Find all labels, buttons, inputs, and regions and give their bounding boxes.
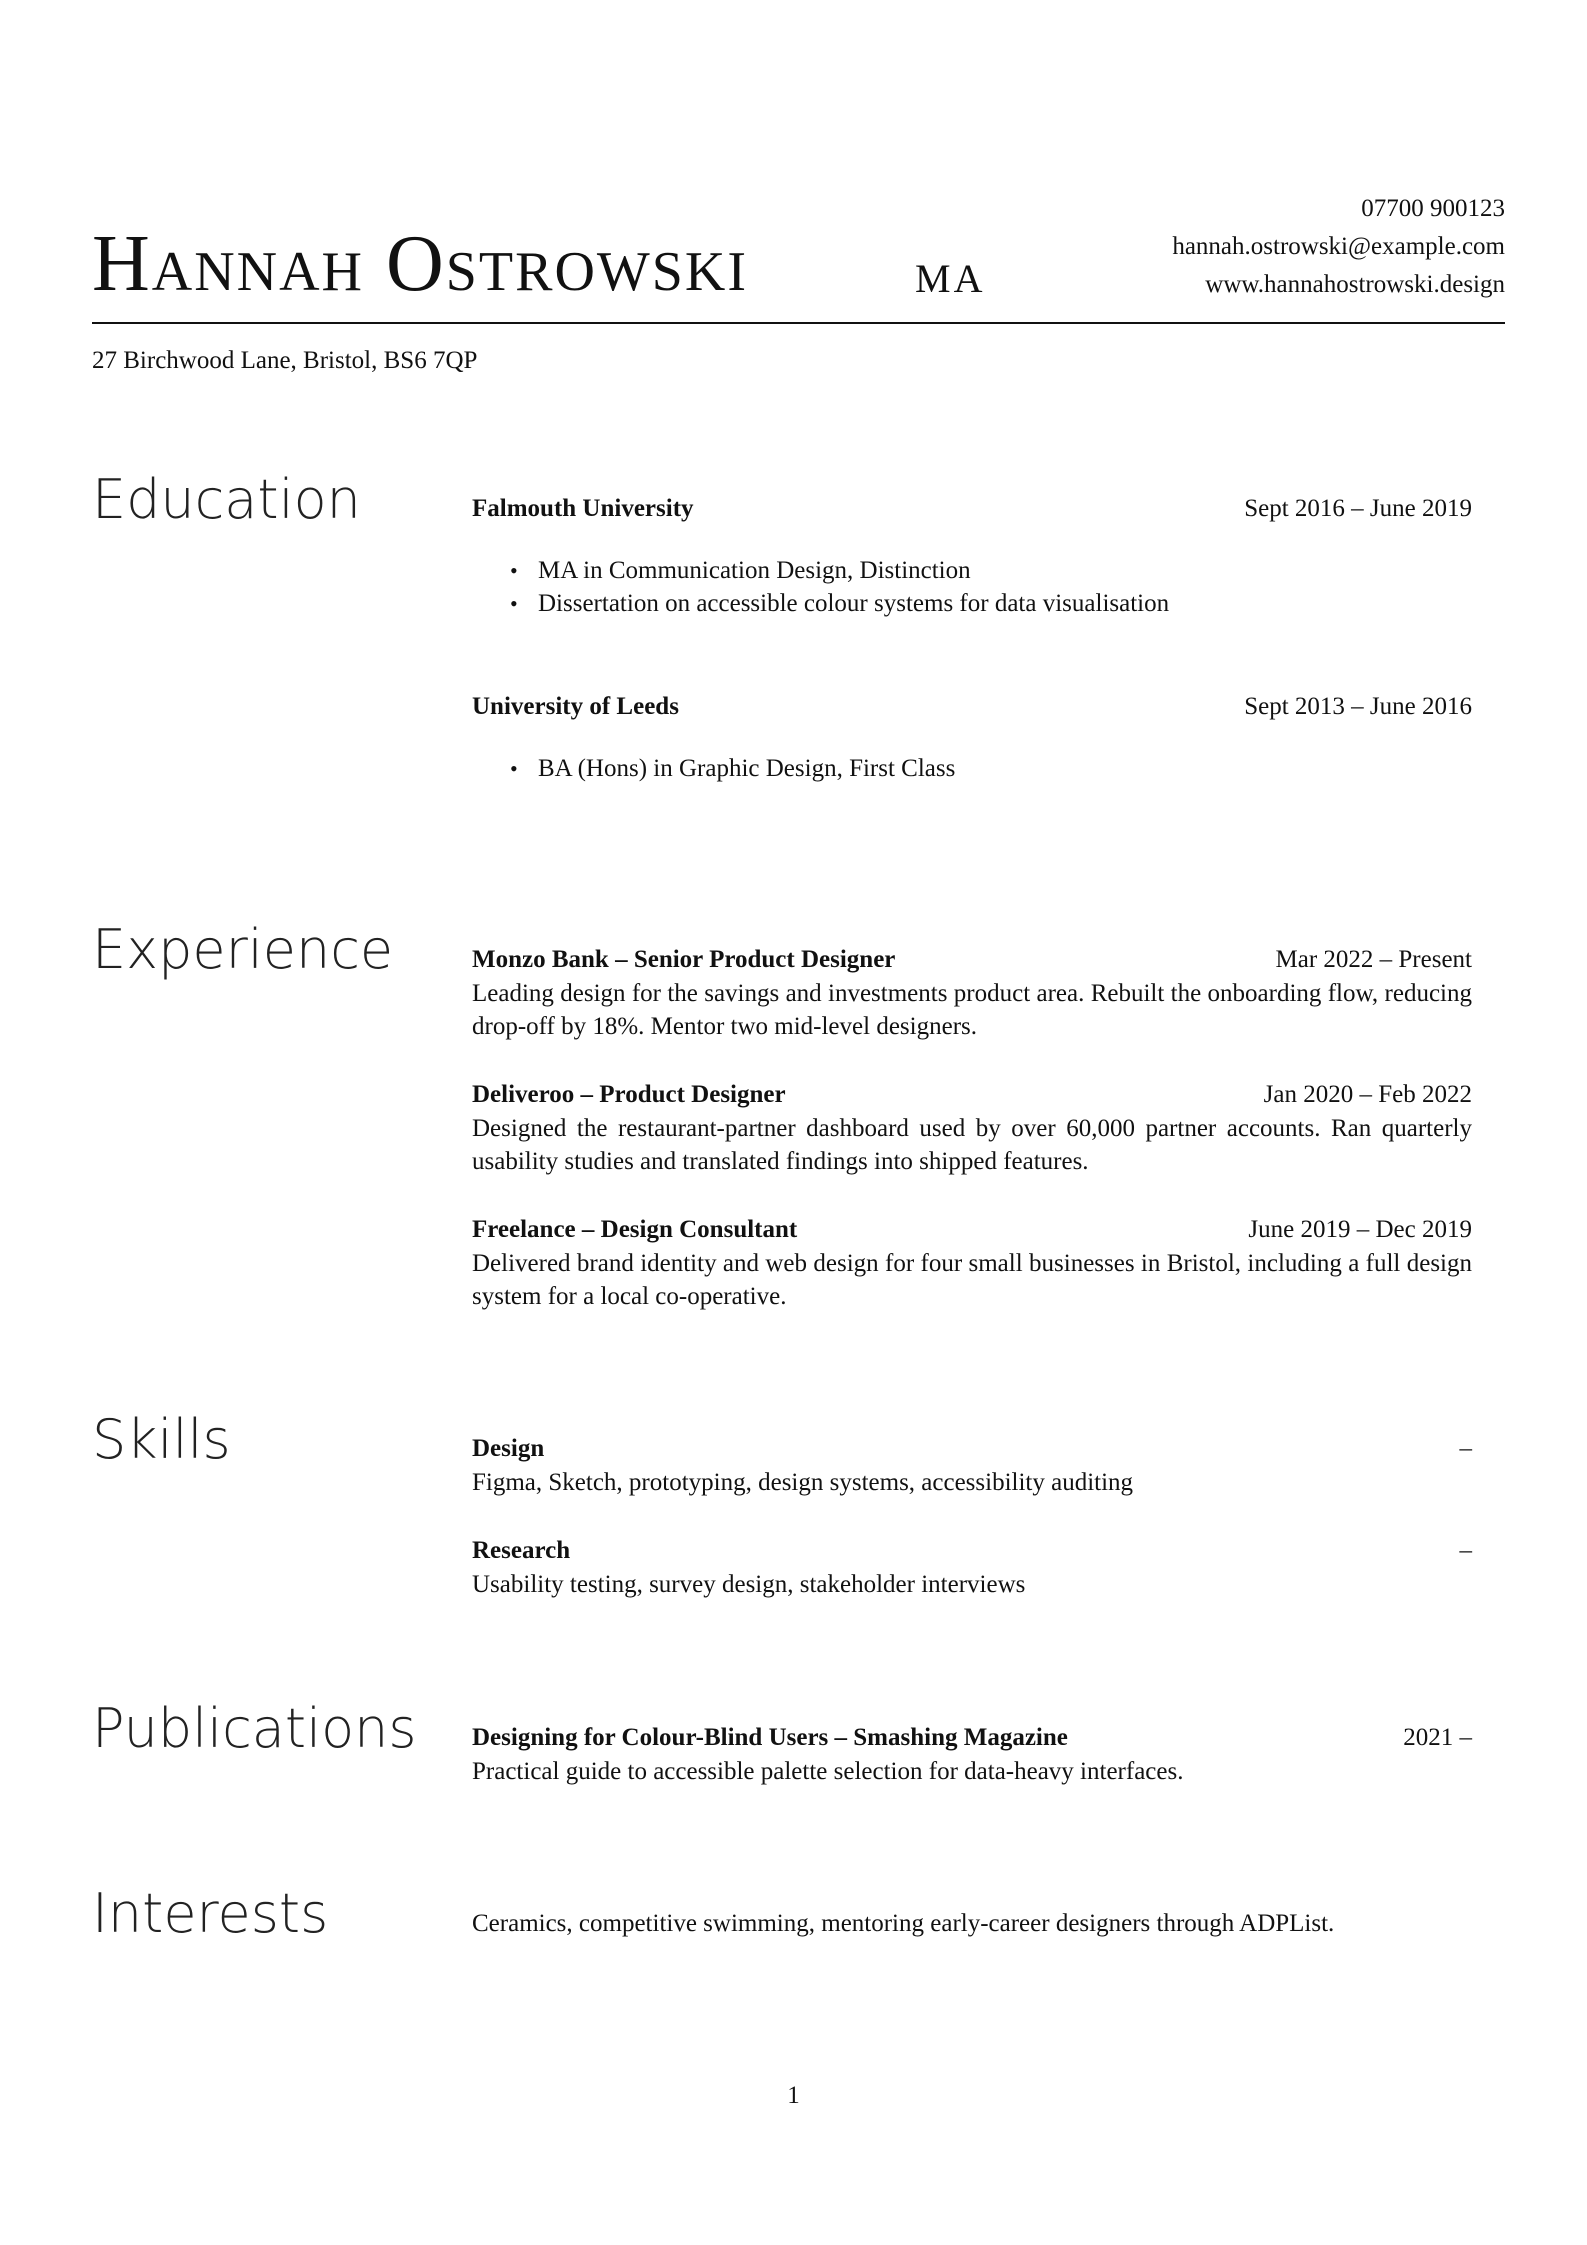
education-dates: Sept 2013 – June 2016 [1244,693,1472,720]
publication-description: Practical guide to accessible palette selection for data-heavy interfaces. [472,1758,1184,1785]
header-divider [92,322,1505,324]
page-number: 1 [787,2082,800,2109]
education-bullet: • BA (Hons) in Graphic Design, First Class [472,752,1472,785]
skill-marker: – [1459,1537,1472,1564]
contact-phone: 07700 900123 [1361,195,1505,222]
skill-entry [472,1432,1472,1499]
skill-entry [472,1534,1472,1601]
education-bullet: • Dissertation on accessible colour systems for data visualisation [472,587,1472,620]
publication-dates: 2021 – [1403,1724,1472,1751]
section-title-interests: Interests [92,1882,329,1945]
education-institution: University of Leeds [472,693,679,720]
experience-role: Freelance – Design Consultant [472,1216,798,1243]
publication-title: Designing for Colour-Blind Users – Smashing Magazine [472,1724,1068,1751]
interests-entry [472,1907,1472,1940]
contact-address: 27 Birchwood Lane, Bristol, BS6 7QP [92,347,478,374]
skill-description: Usability testing, survey design, stakeholder interviews [472,1571,1026,1598]
experience-role: Monzo Bank – Senior Product Designer [472,946,896,973]
section-title-experience: Experience [92,918,394,981]
candidate-name: Hannah Ostrowski [92,220,748,308]
education-entry [472,492,1472,620]
skill-marker: – [1459,1435,1472,1462]
experience-role: Deliveroo – Product Designer [472,1081,786,1108]
contact-website[interactable]: www.hannahostrowski.design [1205,271,1505,298]
experience-description: Leading design for the savings and investments product area. Rebuilt the onboarding flow, reducing drop-off by 18%. Mentor two mid-level designers. [472,980,1472,1040]
experience-description: Delivered brand identity and web design for four small businesses in Bristol, including a full design system for a local co-operative. [472,1250,1472,1310]
experience-description: Designed the restaurant-partner dashboard used by over 60,000 partner accounts. Ran quarterly usability studies and translated findings into shipped features. [472,1115,1472,1175]
skill-category: Design [472,1435,545,1462]
experience-dates: Mar 2022 – Present [1275,946,1472,973]
interests-text: Ceramics, competitive swimming, mentoring early-career designers through ADPList. [472,1910,1335,1937]
experience-entry [472,1213,1472,1313]
experience-entry [472,1078,1472,1178]
publication-entry [472,1721,1472,1788]
education-dates: Sept 2016 – June 2019 [1244,495,1472,522]
experience-dates: Jan 2020 – Feb 2022 [1263,1081,1472,1108]
skill-category: Research [472,1537,571,1564]
section-title-skills: Skills [92,1408,231,1471]
experience-entry [472,943,1472,1043]
contact-email[interactable]: hannah.ostrowski@example.com [1172,233,1505,260]
section-title-publications: Publications [92,1697,417,1760]
section-title-education: Education [92,468,361,531]
education-entry [472,690,1472,785]
skill-description: Figma, Sketch, prototyping, design systems, accessibility auditing [472,1469,1134,1496]
experience-dates: June 2019 – Dec 2019 [1248,1216,1472,1243]
candidate-degree: MA [915,256,986,301]
education-bullet: • MA in Communication Design, Distinction [472,554,1472,587]
education-institution: Falmouth University [472,495,694,522]
contact-block [1172,190,1505,304]
